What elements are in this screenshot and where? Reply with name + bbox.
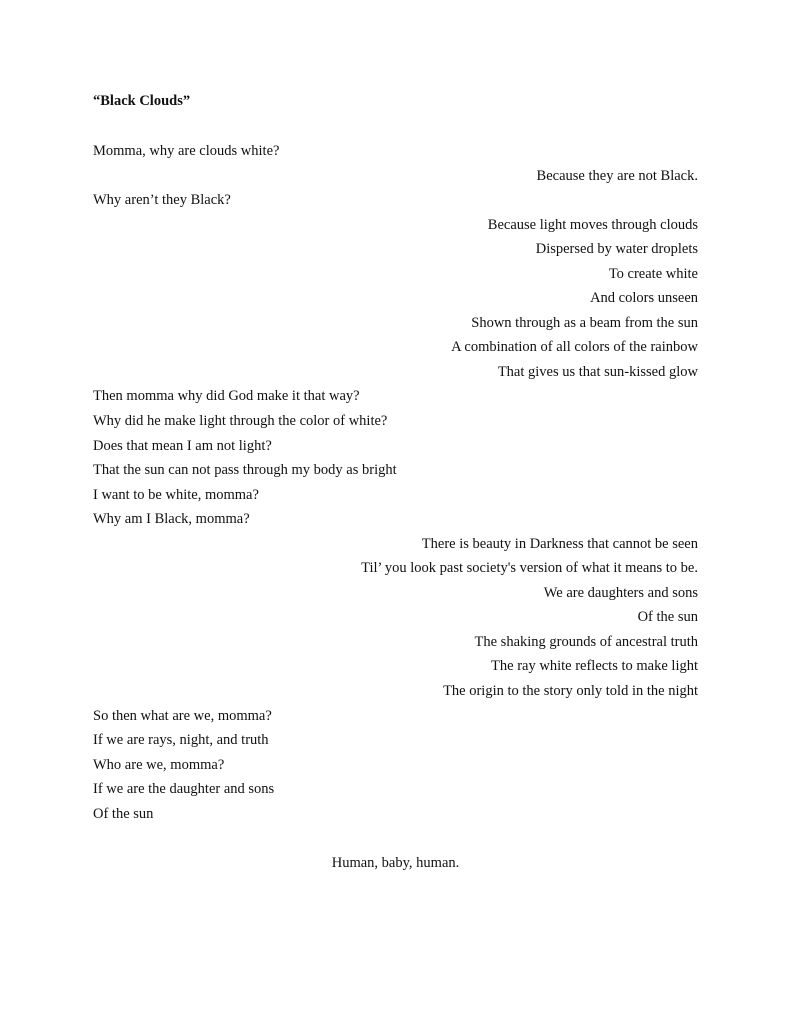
poem-line: A combination of all colors of the rainbow [451, 339, 698, 356]
poem-line: Of the sun [637, 609, 698, 626]
poem-line: The origin to the story only told in the night [443, 683, 698, 700]
poem-line: Shown through as a beam from the sun [471, 314, 698, 331]
poem-line: The ray white reflects to make light [491, 658, 698, 675]
poem-line: I want to be white, momma? [93, 486, 259, 503]
poem-line: That the sun can not pass through my body as bright [93, 462, 397, 479]
poem-line: Because they are not Black. [536, 167, 698, 184]
poem-line: That gives us that sun-kissed glow [497, 363, 698, 380]
poem-line: Momma, why are clouds white? [93, 143, 280, 159]
poem-title: “Black Clouds” [93, 93, 191, 109]
poem-line: There is beauty in Darkness that cannot be seen [421, 535, 698, 552]
poem-line: Til’ you look past society's version of what it means to be. [361, 560, 698, 577]
poem-line: To create white [608, 265, 698, 282]
poem-line: Of the sun [93, 805, 154, 822]
poem-line: If we are the daughter and sons [93, 781, 275, 798]
poem-line: Then momma why did God make it that way? [93, 388, 360, 405]
poem-line: Why did he make light through the color of white? [93, 413, 388, 430]
poem-line: And colors unseen [590, 290, 698, 307]
poem-closing-line: Human, baby, human. [331, 855, 460, 871]
poem-line: If we are rays, night, and truth [93, 732, 269, 749]
poem-line: Who are we, momma? [93, 756, 225, 773]
poem-line: So then what are we, momma? [93, 707, 272, 724]
poem-line: Does that mean I am not light? [93, 437, 272, 454]
poem-line: Because light moves through clouds [487, 216, 698, 233]
poem-body [93, 142, 698, 829]
poem-line: The shaking grounds of ancestral truth [474, 633, 698, 650]
poem-line: Dispersed by water droplets [535, 241, 698, 258]
poem-line: We are daughters and sons [543, 584, 698, 601]
poem-line: Why aren’t they Black? [93, 192, 231, 209]
poem-line: Why am I Black, momma? [93, 511, 250, 528]
